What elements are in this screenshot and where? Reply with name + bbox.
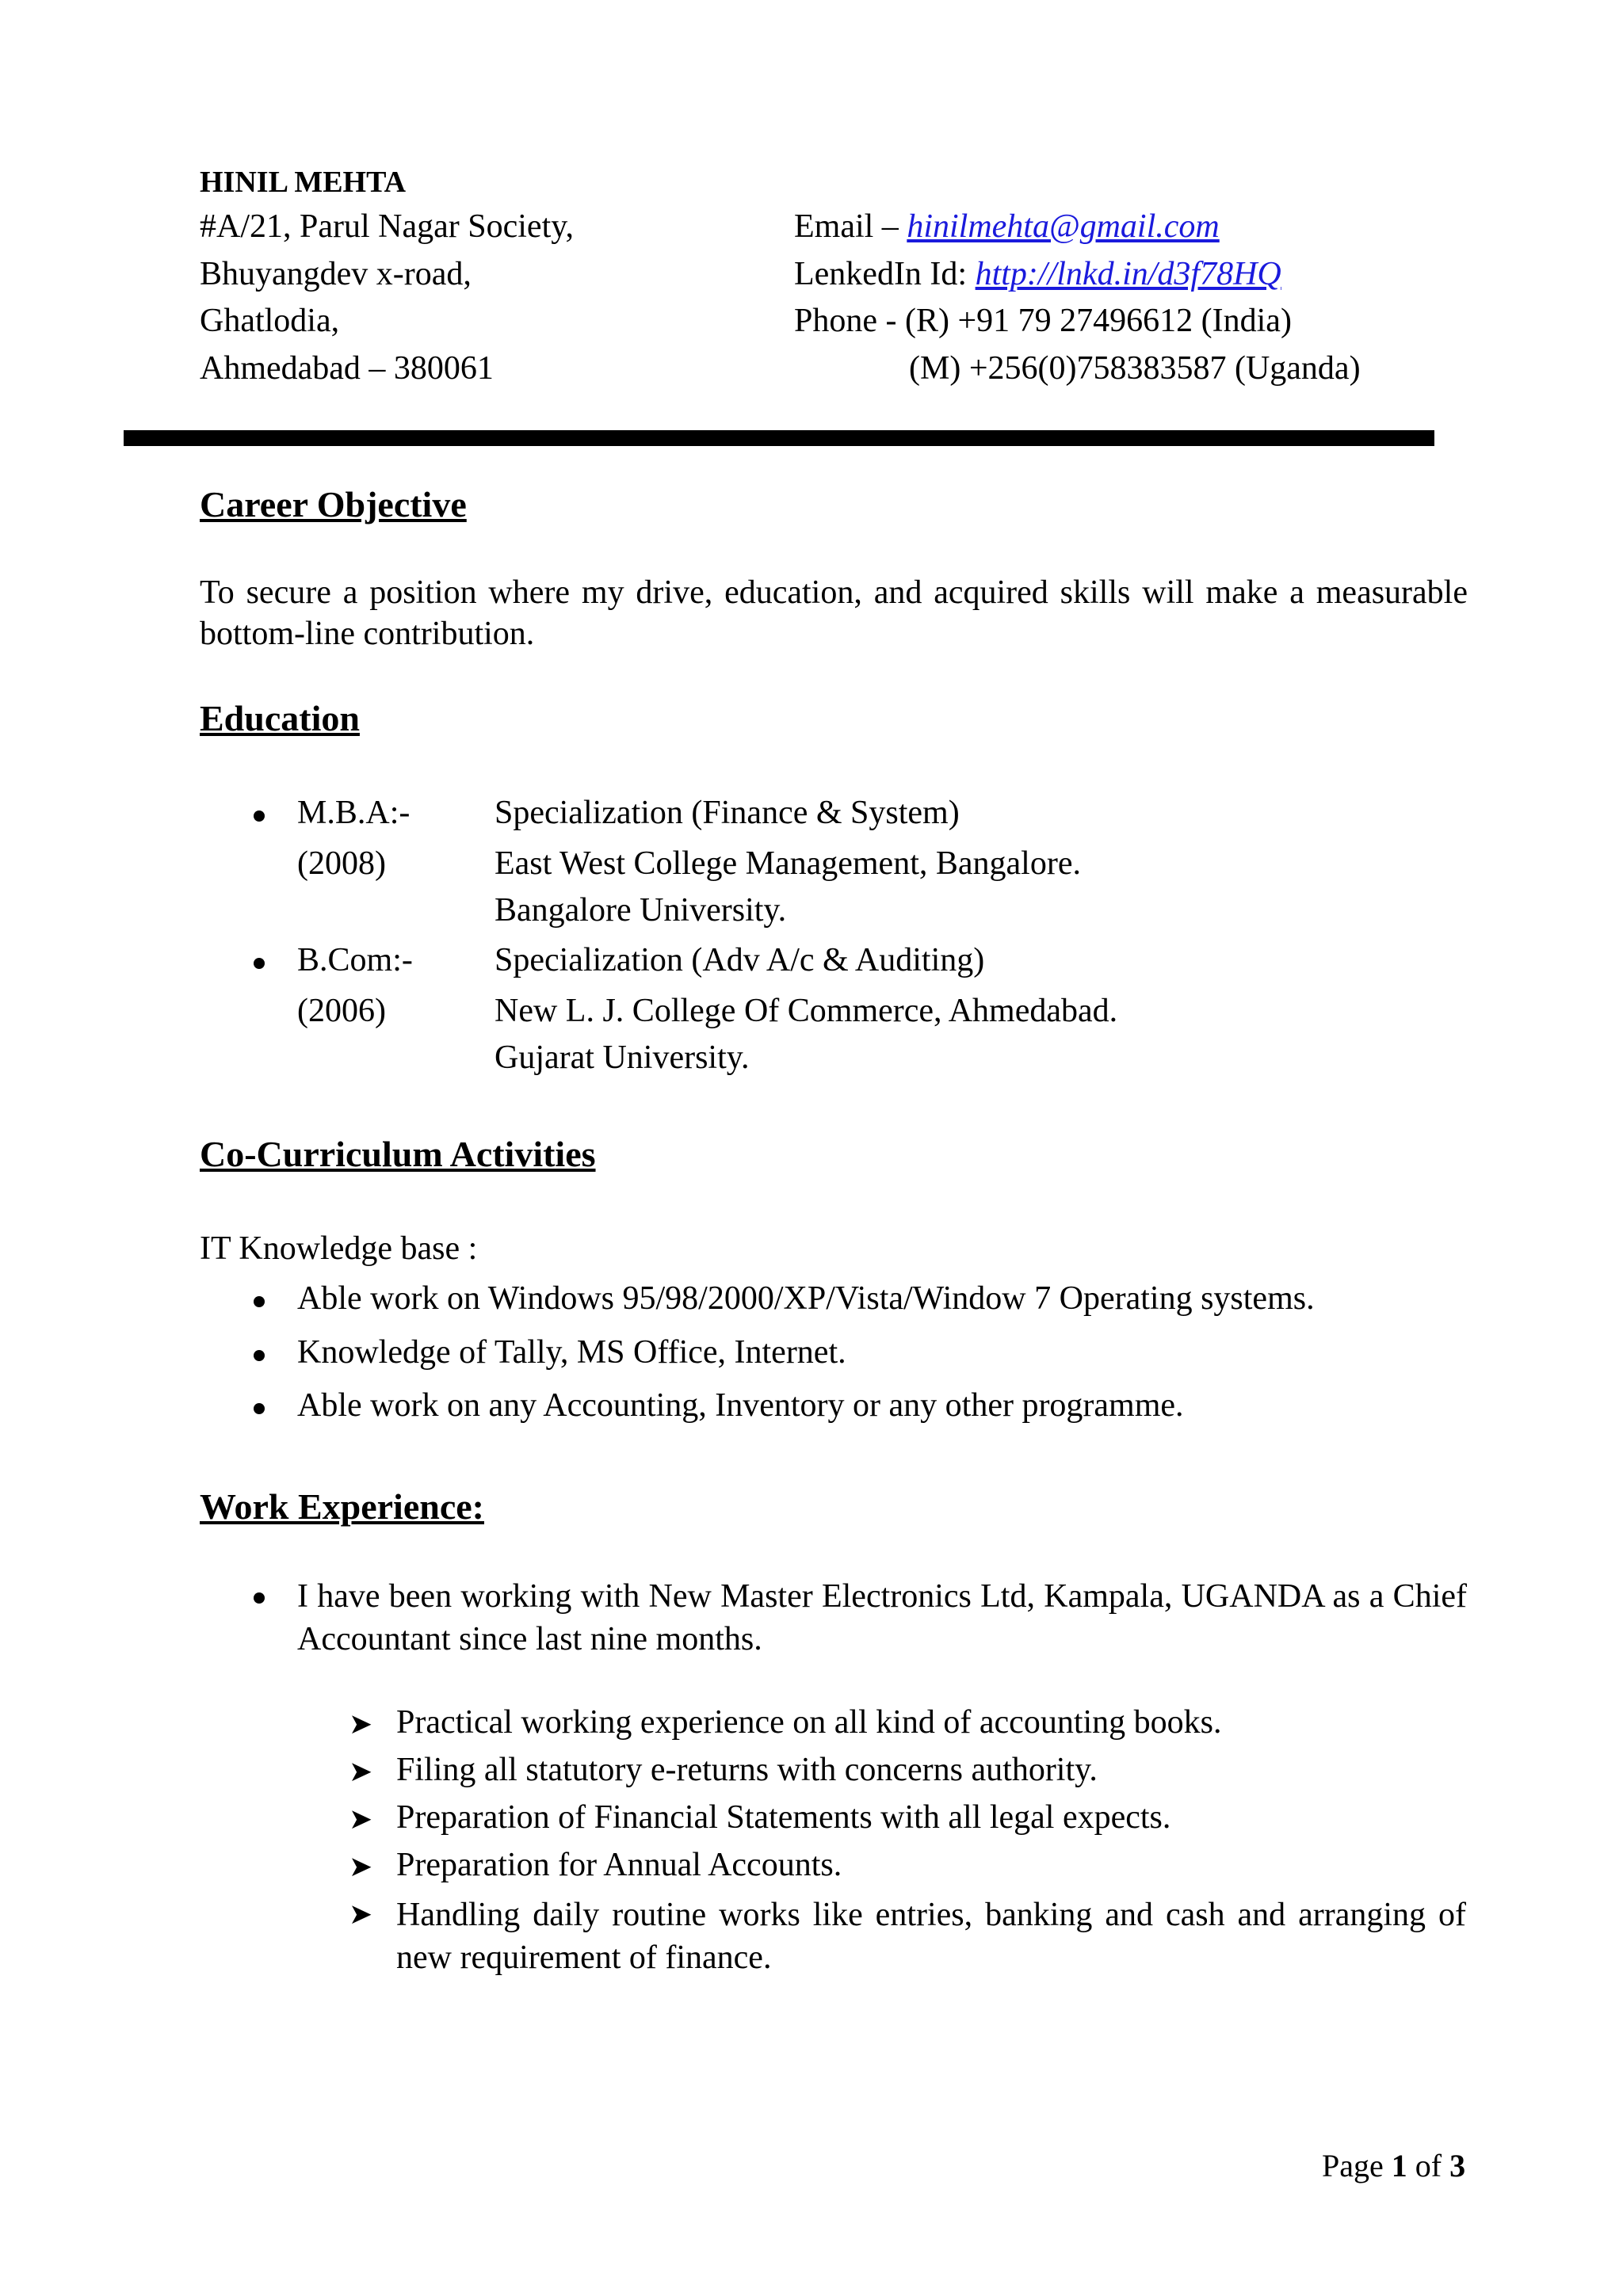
work-point-3: Preparation of Financial Statements with all legal expects. xyxy=(396,1799,1171,1836)
address-line-4: Ahmedabad – 380061 xyxy=(200,350,494,387)
education-year-2: (2006) xyxy=(297,993,386,1029)
arrow-bullet-icon: ➤ xyxy=(349,1851,373,1882)
education-line-2-2: New L. J. College Of Commerce, Ahmedabad. xyxy=(495,993,1118,1029)
page-current: 1 xyxy=(1391,2148,1407,2183)
activities-intro: IT Knowledge base : xyxy=(200,1230,478,1267)
header-divider xyxy=(124,430,1434,446)
candidate-name: HINIL MEHTA xyxy=(200,166,407,199)
activity-item-3: Able work on any Accounting, Inventory or any other programme. xyxy=(297,1387,1184,1424)
work-point-1: Practical working experience on all kind of accounting books. xyxy=(396,1704,1222,1741)
arrow-bullet-icon: ➤ xyxy=(349,1803,373,1835)
work-summary: I have been working with New Master Electronics Ltd, Kampala, UGANDA as a Chief Accountant since last nine months. xyxy=(297,1578,1467,1657)
activities-heading: Co-Curriculum Activities xyxy=(200,1134,596,1174)
activity-item-2: Knowledge of Tally, MS Office, Internet. xyxy=(297,1334,846,1371)
phone-mobile: (M) +256(0)758383587 (Uganda) xyxy=(909,350,1361,387)
page-prefix: Page xyxy=(1322,2148,1392,2183)
education-line-1-1: Specialization (Finance & System) xyxy=(495,795,960,831)
address-line-2: Bhuyangdev x-road, xyxy=(200,256,472,292)
page-of: of xyxy=(1407,2148,1450,2183)
bullet-icon xyxy=(254,1592,265,1604)
address-line-3: Ghatlodia, xyxy=(200,303,340,339)
linkedin-link[interactable]: http://lnkd.in/d3f78HQ xyxy=(975,256,1281,292)
bullet-icon xyxy=(254,1350,265,1361)
arrow-bullet-icon: ➤ xyxy=(349,1898,373,1930)
bullet-icon xyxy=(254,1403,265,1414)
bullet-icon xyxy=(254,958,265,969)
address-line-1: #A/21, Parul Nagar Society, xyxy=(200,208,575,245)
education-year-1: (2008) xyxy=(297,845,386,882)
education-line-1-2: East West College Management, Bangalore. xyxy=(495,845,1081,882)
linkedin-row xyxy=(794,255,1281,293)
phone-residence: Phone - (R) +91 79 27496612 (India) xyxy=(794,303,1292,339)
work-point-4: Preparation for Annual Accounts. xyxy=(396,1847,842,1883)
education-line-1-3: Bangalore University. xyxy=(495,892,787,929)
page-number xyxy=(1322,2147,1465,2184)
email-label: Email – xyxy=(794,208,907,245)
email-link[interactable]: hinilmehta@gmail.com xyxy=(907,208,1220,245)
work-point-5: Handling daily routine works like entries, banking and cash and arranging of new requirement of finance. xyxy=(396,1897,1466,1976)
work-point-2: Filing all statutory e-returns with concerns authority. xyxy=(396,1752,1098,1788)
linkedin-label: LenkedIn Id: xyxy=(794,256,976,292)
page-total: 3 xyxy=(1449,2148,1466,2183)
education-degree-2: B.Com:- xyxy=(297,942,413,978)
education-line-2-1: Specialization (Adv A/c & Auditing) xyxy=(495,942,985,978)
arrow-bullet-icon: ➤ xyxy=(349,1756,373,1787)
education-degree-1: M.B.A:- xyxy=(297,795,411,831)
bullet-icon xyxy=(254,1296,265,1307)
education-line-2-3: Gujarat University. xyxy=(495,1039,750,1076)
bullet-icon xyxy=(254,810,265,822)
career-objective-text: To secure a position where my drive, education, and acquired skills will make a measurable bottom-line contribution. xyxy=(200,574,1468,652)
email-row xyxy=(794,208,1220,246)
work-experience-heading: Work Experience: xyxy=(200,1486,484,1527)
career-objective-heading: Career Objective xyxy=(200,484,467,524)
education-heading: Education xyxy=(200,698,360,738)
arrow-bullet-icon: ➤ xyxy=(349,1708,373,1740)
activity-item-1: Able work on Windows 95/98/2000/XP/Vista/Window 7 Operating systems. xyxy=(297,1280,1315,1317)
